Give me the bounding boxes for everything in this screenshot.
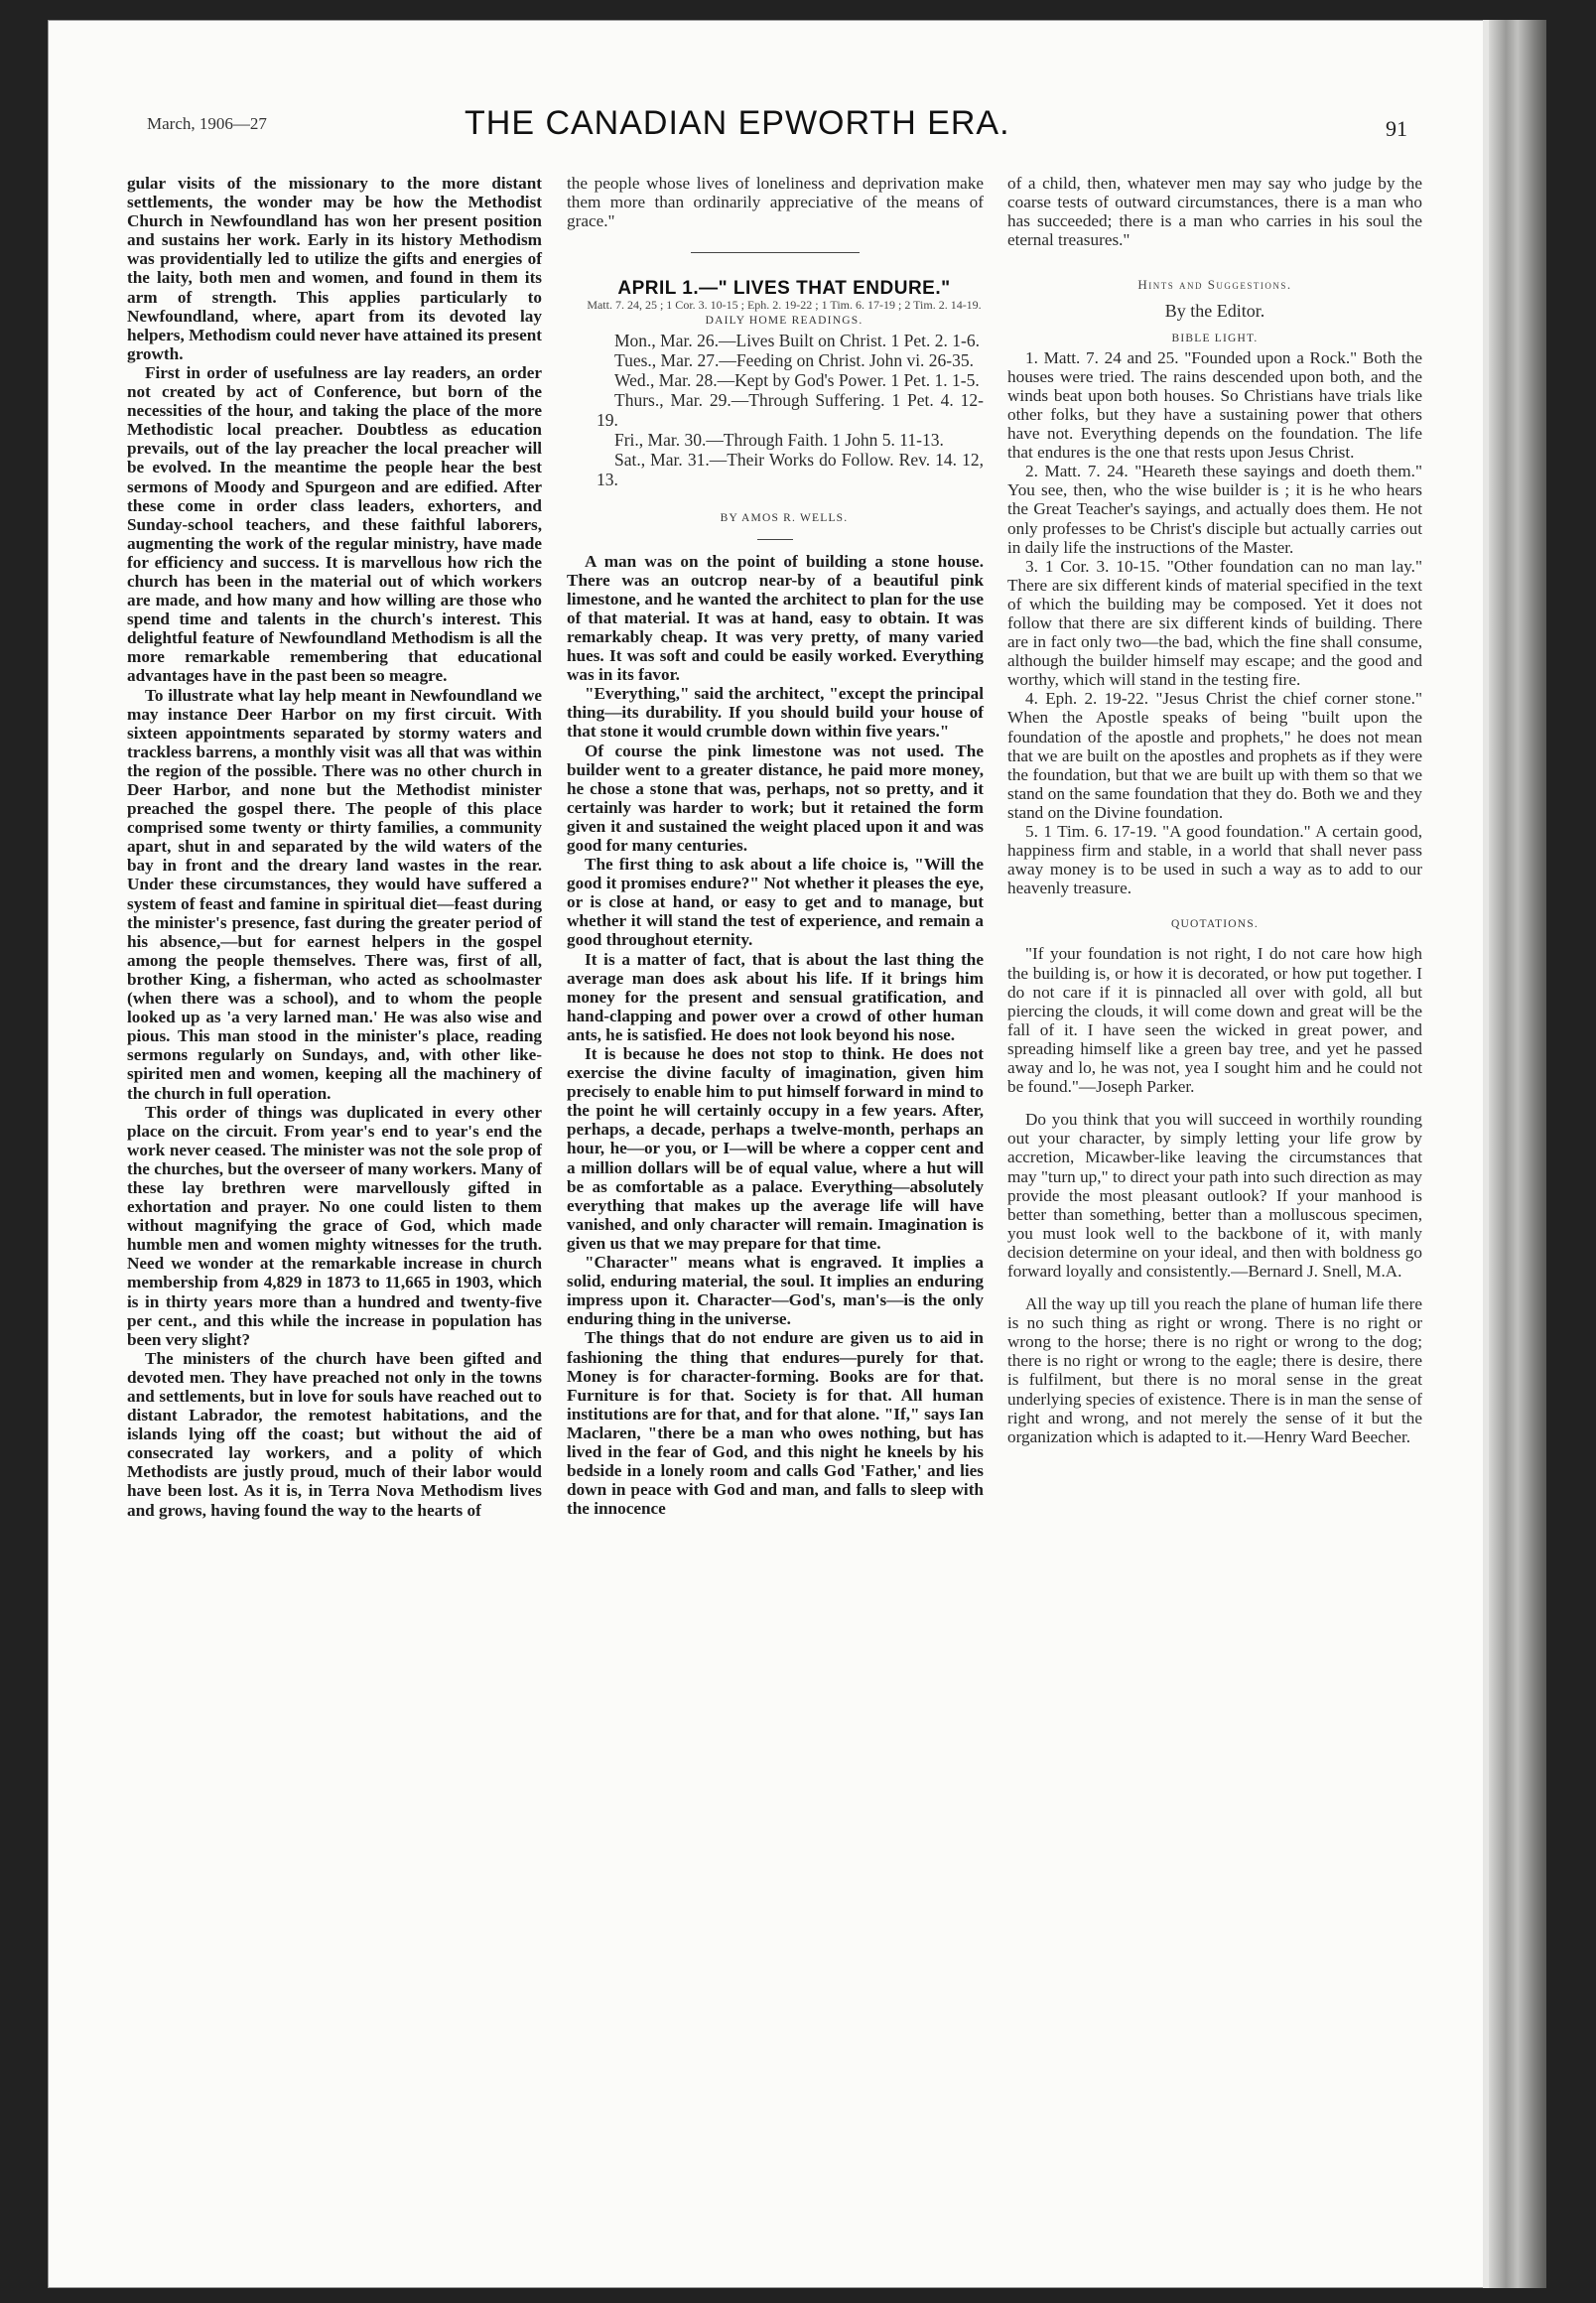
bible-item: 1. Matt. 7. 24 and 25. "Founded upon a Rock." Both the houses were tried. The rains descended upon both, and the winds beat upon both houses. So Christians have trials like other folks, but they have a sustaining power that others have not. Everything depends on the foundation. The life that endures is the one that rests upon Jesus Christ. <box>1007 347 1422 463</box>
daily-reading: Thurs., Mar. 29.—Through Suffering. 1 Pet. 4. 12-19. <box>597 390 984 431</box>
bible-item: 3. 1 Cor. 3. 10-15. "Other foundation can no man lay." There are six different kinds of material specified in the text of which the building may be composed. Yet it does not follow that there are six different kinds of building. There are in fact only two—the bad, which the fine shall consume, although the builder himself may escape; and the good and worthy, which will stand in the testing fire. <box>1007 556 1422 690</box>
paragraph: A man was on the point of building a stone house. There was an outcrop near-by of a beautiful pink limestone, and he wanted the architect to plan for the use of that material. It was at hand, easy to obtain. It was remarkably cheap. It was very pretty, of many varied hues. It was soft and could be easily worked. Everything was in its favor. <box>567 551 984 685</box>
author-byline: BY AMOS R. WELLS. <box>720 512 849 525</box>
quotations-heading: QUOTATIONS. <box>1171 918 1259 931</box>
bible-item: 4. Eph. 2. 19-22. "Jesus Christ the chief corner stone." When the Apostle speaks of being "built upon the foundation of the apostle and prophets," he does not mean that we are built on the apostles and prophets as if they were the foundation, but that we are built up with them so that we stand on the same foundation that they do. Both we and they stand on the Divine foundation. <box>1007 689 1422 822</box>
daily-reading: Wed., Mar. 28.—Kept by God's Power. 1 Pet. 1. 1-5. <box>614 370 980 391</box>
quotation: All the way up till you reach the plane of human life there is no such thing as right or wrong. There is no right or wrong to the horse; there is no right or wrong to the dog; there is no right or wrong to the eagle; there is desire, there is fulfilment, but there is no moral sense in the great underlying species of existence. There is in man the sense of right and wrong, and not merely the sense of it but the organization which is adapted to it.—Henry Ward Beecher. <box>1007 1294 1422 1446</box>
readings-heading: DAILY HOME READINGS. <box>705 315 864 328</box>
page-number: 91 <box>1386 116 1407 141</box>
paragraph: It is because he does not stop to think. He does not exercise the divine faculty of imagination, given him precisely to enable him to put himself forward in mind to the point he will certainly occupy in a few years. After, perhaps, a decade, perhaps a twelve-month, perhaps an hour, he—or you, or I—will be where a copper cent and a million dollars will be of equal value, where a hut will be as comfortable as a palace. Everything—absolutely everything that makes up the average life will have vanished, and only character will remain. Imagination is given us that we may prepare for that time. <box>567 1044 984 1253</box>
column-right <box>1007 174 1422 1446</box>
binding-edge <box>1489 20 1546 2288</box>
lesson-title: APRIL 1.—" LIVES THAT ENDURE." <box>617 278 951 300</box>
daily-reading: Tues., Mar. 27.—Feeding on Christ. John vi. 26-35. <box>614 350 975 371</box>
daily-reading: Sat., Mar. 31.—Their Works do Follow. Rev. 14. 12, 13. <box>597 450 984 490</box>
editor-byline: By the Editor. <box>1164 301 1265 322</box>
daily-reading: Mon., Mar. 26.—Lives Built on Christ. 1 Pet. 2. 1-6. <box>614 331 980 351</box>
section-heading: Hints and Suggestions. <box>1137 277 1292 293</box>
paragraph: Of course the pink limestone was not used. The builder went to a greater distance, he paid more money, he chose a stone that was, perhaps, not so pretty, and it certainly was harder to work; but it retained the form given it and sustained the weight placed upon it and was good for many centuries. <box>567 741 984 855</box>
paragraph: It is a matter of fact, that is about the last thing the average man does ask about his life. If it brings him money for the present and sensual gratification, and hand-clapping and power over a crowd of other human ants, he is satisfied. He does not look beyond his nose. <box>567 949 984 1044</box>
section-divider <box>691 252 860 253</box>
paragraph: "Character" means what is engraved. It implies a solid, enduring material, the soul. It implies an enduring impress upon it. Character—God's, man's—is the only enduring thing in the universe. <box>567 1253 984 1329</box>
paragraph: The first thing to ask about a life choice is, "Will the good it promises endure?" Not whether it pleases the eye, or is close at hand, or easy to get and to manage, but whether it will stand the test of experience, and remain a good throughout eternity. <box>567 855 984 950</box>
paragraph: The things that do not endure are given us to aid in fashioning the thing that endures—purely for that. Money is for character-forming. Books are for that. Furniture is for that. Society is for that. All human institutions are for that, and for that alone. "If," says Ian Maclaren, "there be a man who owes nothing, but has lived in the fear of God, and this night he kneels by his bedside in a lonely room and calls God 'Father,' and lies down in peace with God and man, and falls to sleep with the innocence <box>567 1328 984 1519</box>
page-header <box>147 104 1407 164</box>
daily-reading: Fri., Mar. 30.—Through Faith. 1 John 5. 11-13. <box>614 430 944 451</box>
paragraph: This order of things was duplicated in every other place on the circuit. From year's end to year's end the work never ceased. The minister was not the sole prop of the churches, but the overseer of many workers. Many of these lay brethren were marvellously gifted in exhortation and prayer. No one could listen to them without magnifying the grace of God, which made humble men and women mighty witnesses for the truth. Need we wonder at the remarkable increase in church membership from 4,829 in 1873 to 11,665 in 1903, which is in thirty years more than a hundred and twenty-five per cent., and this while the increase in population has been very slight? <box>127 1102 543 1349</box>
paragraph: First in order of usefulness are lay readers, an order not created by act of Conference, but born of the necessities of the hour, and taking the place of the more Methodistic local preacher. Doubtless as education prevails, out of the lay preacher the local preacher will be evolved. In the meantime the people hear the best sermons of Moody and Spurgeon and are edified. After these come in order class leaders, exhorters, and Sunday-school teachers, and these faithful laborers, augmenting the work of the regular ministry, have made for efficiency and success. It is marvellous how rich the church has been in the material out of which workers are made, and how many and how willing are those who spend time and talents in the church's interest. This delightful feature of Newfoundland Methodism is all the more remarkable remembering that educational advantages have in the past been so meagre. <box>127 362 542 686</box>
bible-light-heading: BIBLE LIGHT. <box>1171 332 1259 344</box>
column-left <box>127 174 542 1520</box>
bible-item: 2. Matt. 7. 24. "Heareth these sayings and doeth them." You see, then, who the wise builder is ; it is he who hears the Great Teacher's sayings, and actually does them. He not only professes to be Christ's disciple but actually carries out in daily life the instructions of the Master. <box>1007 462 1422 557</box>
paragraph: "Everything," said the architect, "except the principal thing—its durability. If you should build your house of that stone it would crumble down within five years." <box>567 684 984 742</box>
paragraph: gular visits of the missionary to the more distant settlements, the wonder may be how the Methodist Church in Newfoundland has won her present position and sustains her work. Early in its history Methodism was providentially led to utilize the gifts and energies of the laity, both men and women, and found in them its arm of strength. This applies particularly to Newfoundland, where, apart from its devoted lay helpers, Methodism could never have attained its present growth. <box>127 174 542 363</box>
paragraph: The ministers of the church have been gifted and devoted men. They have preached not only in the towns and settlements, but in love for souls have reached out to distant Labrador, the remotest habitations, and the islands lying off the coast; but without the aid of consecrated lay workers, and a polity of which Methodists are justly proud, much of their labor would have been lost. As it is, in Terra Nova Methodism lives and grows, having found the way to the hearts of <box>127 1348 542 1520</box>
quotation: Do you think that you will succeed in worthily rounding out your character, by simply letting your life grow by accretion, Micawber-like leaving the circumstances that may "turn up," to direct your path into such direction as may provide the most pleasant outlook? If your manhood is better than something, better than a molluscous specimen, you must look well to the backbone of it, with manly decision determine on your ideal, and then with boldness go forward loyally and consistently.—Bernard J. Snell, M.A. <box>1007 1110 1422 1281</box>
column-middle <box>567 174 984 1518</box>
quotation: "If your foundation is not right, I do not care how high the building is, or how it is decorated, or how put together. I do not care if it is pinnacled all over with gold, all but piercing the clouds, it will come down and great will be the fall of it. I have seen the wicked in great power, and spreading himself like a green bay tree, and yet he passed away and lo, he was not, yea I sought him and he could not be found."—Joseph Parker. <box>1007 944 1422 1097</box>
bible-item: 5. 1 Tim. 6. 17-19. "A good foundation." A certain good, happiness firm and stable, in a world that shall never pass away money is to be used in such a way as to add to our heavenly treasure. <box>1007 822 1422 898</box>
issue-date: March, 1906—27 <box>147 114 267 133</box>
paragraph: To illustrate what lay help meant in Newfoundland we may instance Deer Harbor on my first circuit. With sixteen appointments separated by stormy waters and trackless barrens, a monthly visit was all that was within the region of the possible. There was no other church in Deer Harbor, and none but the Methodist minister preached the gospel there. The people of this place comprised some twenty or thirty families, a community apart, shut in and separated by the wild waters of the bay in front and the dreary land wastes in the rear. Under these circumstances, they would have suffered a system of feast and famine in spiritual diet—feast during the minister's presence, fast during the greater period of his absence,—but for earnest helpers in the gospel among the people themselves. There was, first of all, brother King, a fisherman, who acted as schoolmaster (when there was a school), and to whom the people looked up as 'a very larned man.' He was also wise and pious. This man stood in the minister's place, reading sermons regularly on Sundays, and, with other like-spirited men and women, keeping all the machinery of the church in full operation. <box>127 685 542 1103</box>
continued-paragraph: the people whose lives of loneliness and deprivation make them more than ordinarily appreciative of the means of grace." <box>567 174 984 231</box>
continued-paragraph: of a child, then, whatever men may say who judge by the coarse tests of outward circumstances, there is a man who has succeeded; there is a man who carries in his soul the eternal treasures." <box>1007 174 1422 250</box>
short-divider <box>757 539 793 540</box>
masthead-title: THE CANADIAN EPWORTH ERA. <box>465 104 1010 142</box>
lesson-references: Matt. 7. 24, 25 ; 1 Cor. 3. 10-15 ; Eph. 2. 19-22 ; 1 Tim. 6. 17-19 ; 2 Tim. 2. 14-19. <box>587 298 982 313</box>
